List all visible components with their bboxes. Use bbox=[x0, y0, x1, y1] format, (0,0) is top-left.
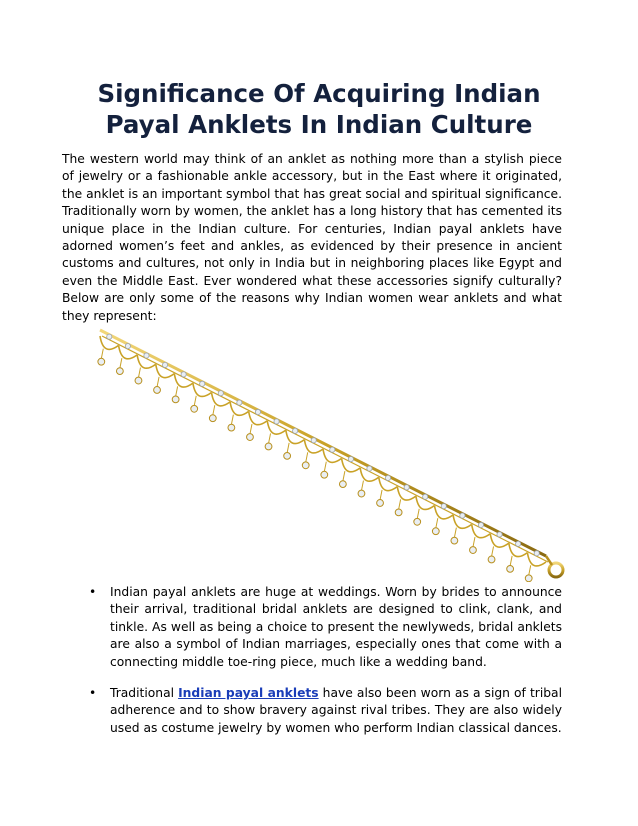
list-item-text-before: Traditional bbox=[110, 686, 179, 701]
anklet-image bbox=[80, 320, 580, 582]
anklet-clasp bbox=[546, 556, 563, 577]
intro-paragraph: The western world may think of an anklet as nothing more than a stylish piece of jewelry or a fashionable ankle accessory, but in the East where it originated, the anklet is an important symbol that has great social and spiritual significance. Traditionally worn by women, the anklet has a long history that has cemented its unique place in the Indian culture. For centuries, Indian payal anklets have adorned women’s feet and ankles, as evidenced by their presence in ancient customs and cultures, not only in India but in neighboring places like Egypt and even the Middle East. Ever wondered what these accessories signify culturally? Below are only some of the reasons why Indian women wear anklets and what they represent: bbox=[62, 152, 562, 323]
list-item-text-after: have also been worn as a sign of tribal adherence and to show bravery against rival tribes. They are also widely used as costume jewelry by women who perform Indian classical dances. bbox=[110, 686, 562, 735]
bullet-icon: • bbox=[89, 585, 97, 599]
bullet-icon: • bbox=[89, 686, 97, 701]
reasons-list bbox=[62, 584, 562, 751]
list-item bbox=[62, 584, 562, 671]
indian-payal-anklets-link[interactable]: Indian payal anklets bbox=[178, 686, 319, 701]
page-title: Significance Of Acquiring Indian Payal Anklets In Indian Culture bbox=[97, 79, 541, 139]
anklet-chain bbox=[98, 330, 548, 582]
list-item bbox=[62, 685, 562, 737]
list-item-text: Indian payal anklets are huge at weddings. Worn by brides to announce their arrival, traditional bridal anklets are designed to clink, clank, and tinkle. As well as being a choice to present the newlyweds, bridal anklets are also a symbol of Indian marriages, especially ones that come with a connecting middle toe-ring piece, much like a wedding band. bbox=[110, 585, 562, 669]
